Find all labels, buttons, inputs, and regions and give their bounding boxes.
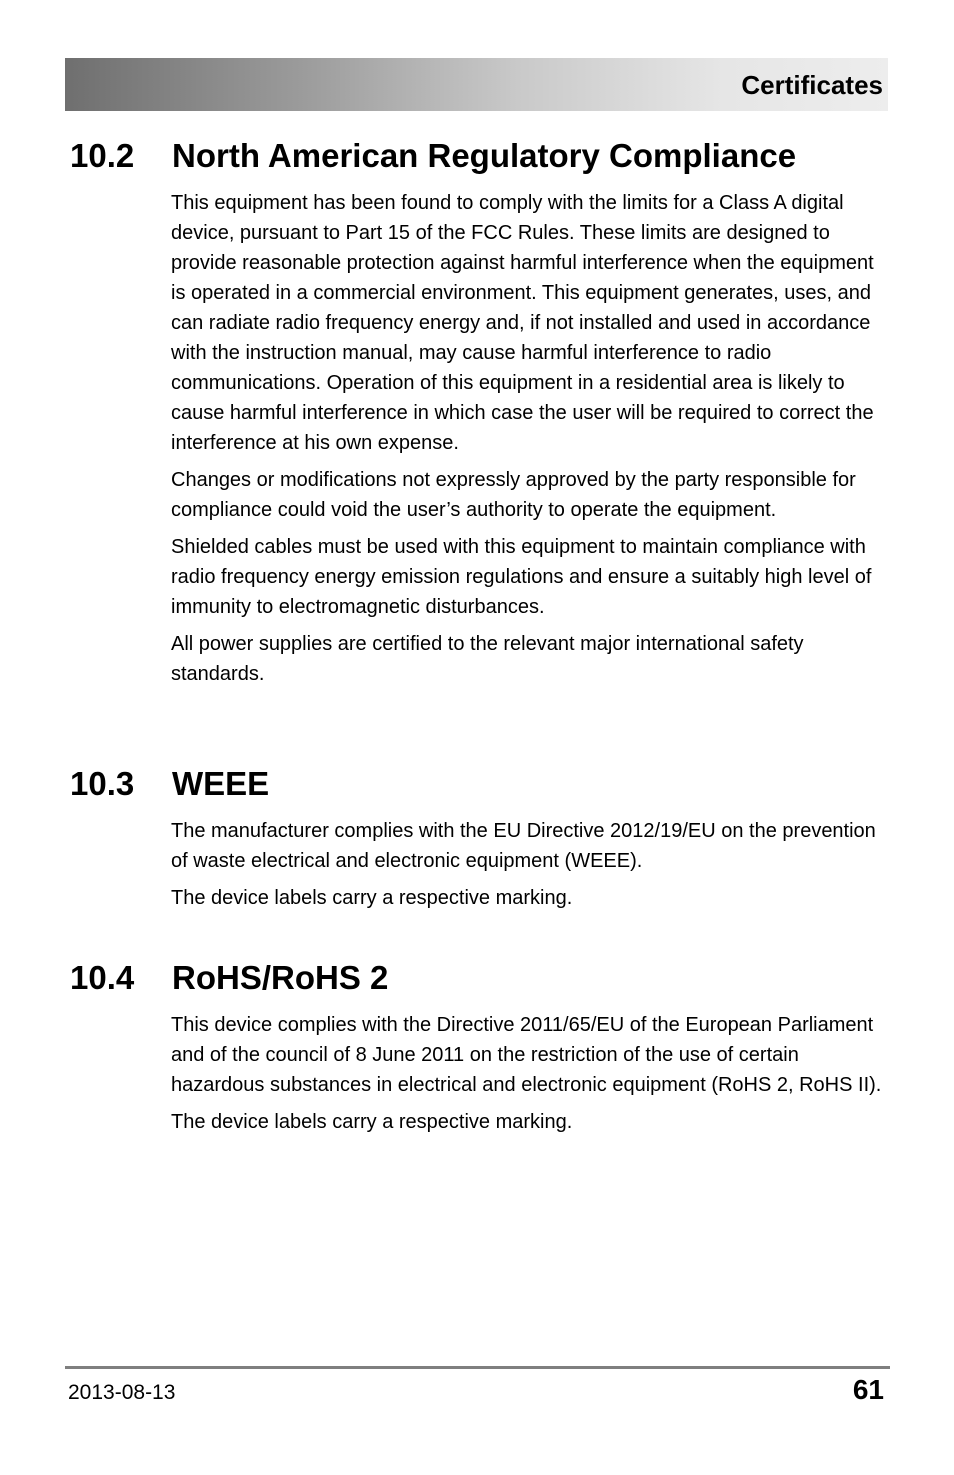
chapter-header-bar xyxy=(65,58,888,111)
page-number: 61 xyxy=(852,1374,884,1405)
section-title: North American Regulatory Compliance xyxy=(172,137,797,174)
footer-divider xyxy=(65,1366,890,1369)
section-title: WEEE xyxy=(172,765,270,802)
paragraph: The device labels carry a respective marking. xyxy=(171,887,573,909)
paragraph: This device complies with the Directive 2011/65/EU of the European Parliament and of the council of 8 June 2011 on the restriction of the use of certain hazardous substances in electrical and electronic equipment (RoHS 2, RoHS II). xyxy=(171,1014,882,1096)
section-title: RoHS/RoHS 2 xyxy=(172,959,389,996)
chapter-title: Certificates xyxy=(741,70,883,100)
section-number: 10.2 xyxy=(70,137,135,174)
section-heading-10-4 xyxy=(70,958,388,998)
section-number: 10.4 xyxy=(70,959,135,996)
paragraph: This equipment has been found to comply with the limits for a Class A digital device, pursuant to Part 15 of the FCC Rules. These limits are designed to provide reasonable protection against harmful interference when the equipment is operated in a commercial environment. This equipment generates, uses, and can radiate radio frequency energy and, if not installed and used in accordance with the instruction manual, may cause harmful interference to radio communications. Operation of this equipment in a residential area is likely to cause harmful interference in which case the user will be required to correct the interference at his own expense. xyxy=(171,192,874,454)
section-heading-10-3 xyxy=(70,764,269,804)
footer-date: 2013-08-13 xyxy=(68,1381,176,1404)
section-body-10-4 xyxy=(171,1010,887,1144)
section-number: 10.3 xyxy=(70,765,135,802)
paragraph: All power supplies are certified to the relevant major international safety standards. xyxy=(171,633,804,685)
paragraph: Changes or modifications not expressly approved by the party responsible for compliance could void the user’s authority to operate the equipment. xyxy=(171,469,856,521)
paragraph: Shielded cables must be used with this equipment to maintain compliance with radio frequency energy emission regulations and ensure a suitably high level of immunity to electromagnetic disturbances. xyxy=(171,536,872,618)
paragraph: The manufacturer complies with the EU Directive 2012/19/EU on the prevention of waste electrical and electronic equipment (WEEE). xyxy=(171,820,876,872)
section-body-10-2 xyxy=(171,188,887,696)
section-heading-10-2 xyxy=(70,136,796,176)
section-body-10-3 xyxy=(171,816,887,920)
paragraph: The device labels carry a respective marking. xyxy=(171,1111,573,1133)
